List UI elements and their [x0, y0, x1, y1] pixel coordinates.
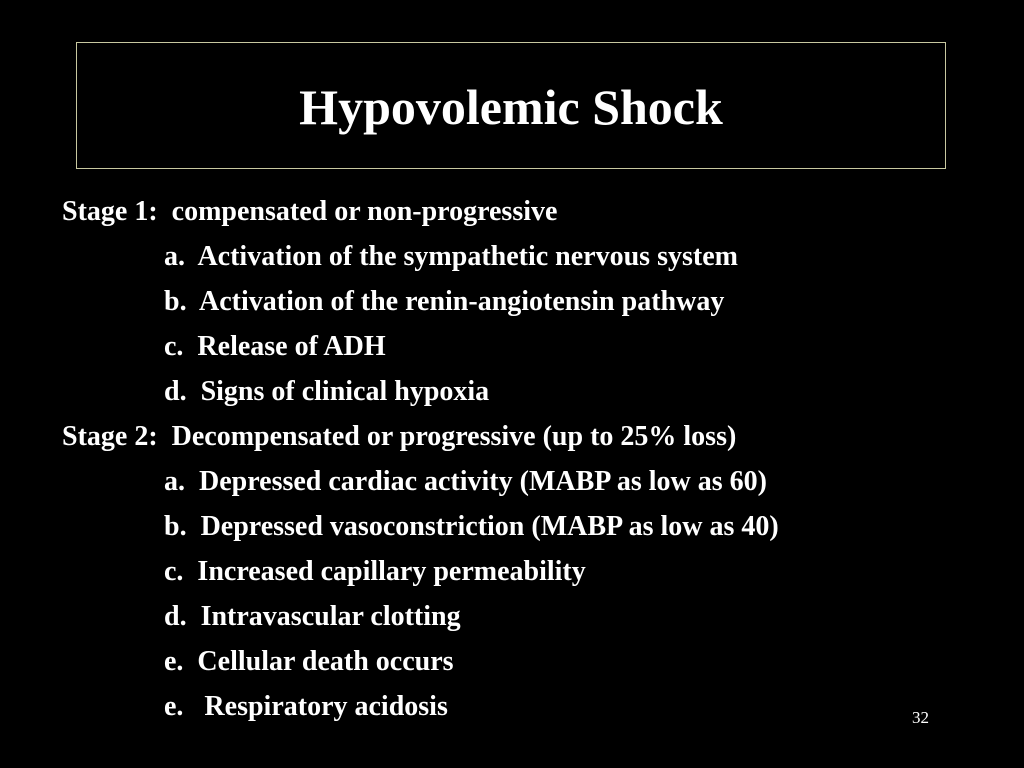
stage-2-item: d. Intravascular clotting: [164, 601, 461, 632]
stage-1-item: c. Release of ADH: [164, 331, 386, 362]
page-number: 32: [912, 708, 929, 727]
stage-1-heading: Stage 1: compensated or non-progressive: [62, 196, 558, 227]
slide-body: [62, 192, 982, 732]
stage-1-item: b. Activation of the renin-angiotensin pathway: [164, 286, 725, 317]
stage-1-item: a. Activation of the sympathetic nervous system: [164, 241, 738, 272]
stage-2-item: b. Depressed vasoconstriction (MABP as low as 40): [164, 511, 779, 542]
stage-2-item: c. Increased capillary permeability: [164, 556, 586, 587]
stage-2-heading: Stage 2: Decompensated or progressive (up to 25% loss): [62, 421, 737, 452]
slide-title: Hypovolemic Shock: [299, 78, 723, 135]
stage-1-item: d. Signs of clinical hypoxia: [164, 376, 490, 407]
title-box: [76, 42, 946, 169]
stage-2-item: a. Depressed cardiac activity (MABP as low as 60): [164, 466, 767, 497]
stage-2-item: e. Cellular death occurs: [164, 646, 454, 677]
stage-2-item: e. Respiratory acidosis: [164, 691, 448, 722]
